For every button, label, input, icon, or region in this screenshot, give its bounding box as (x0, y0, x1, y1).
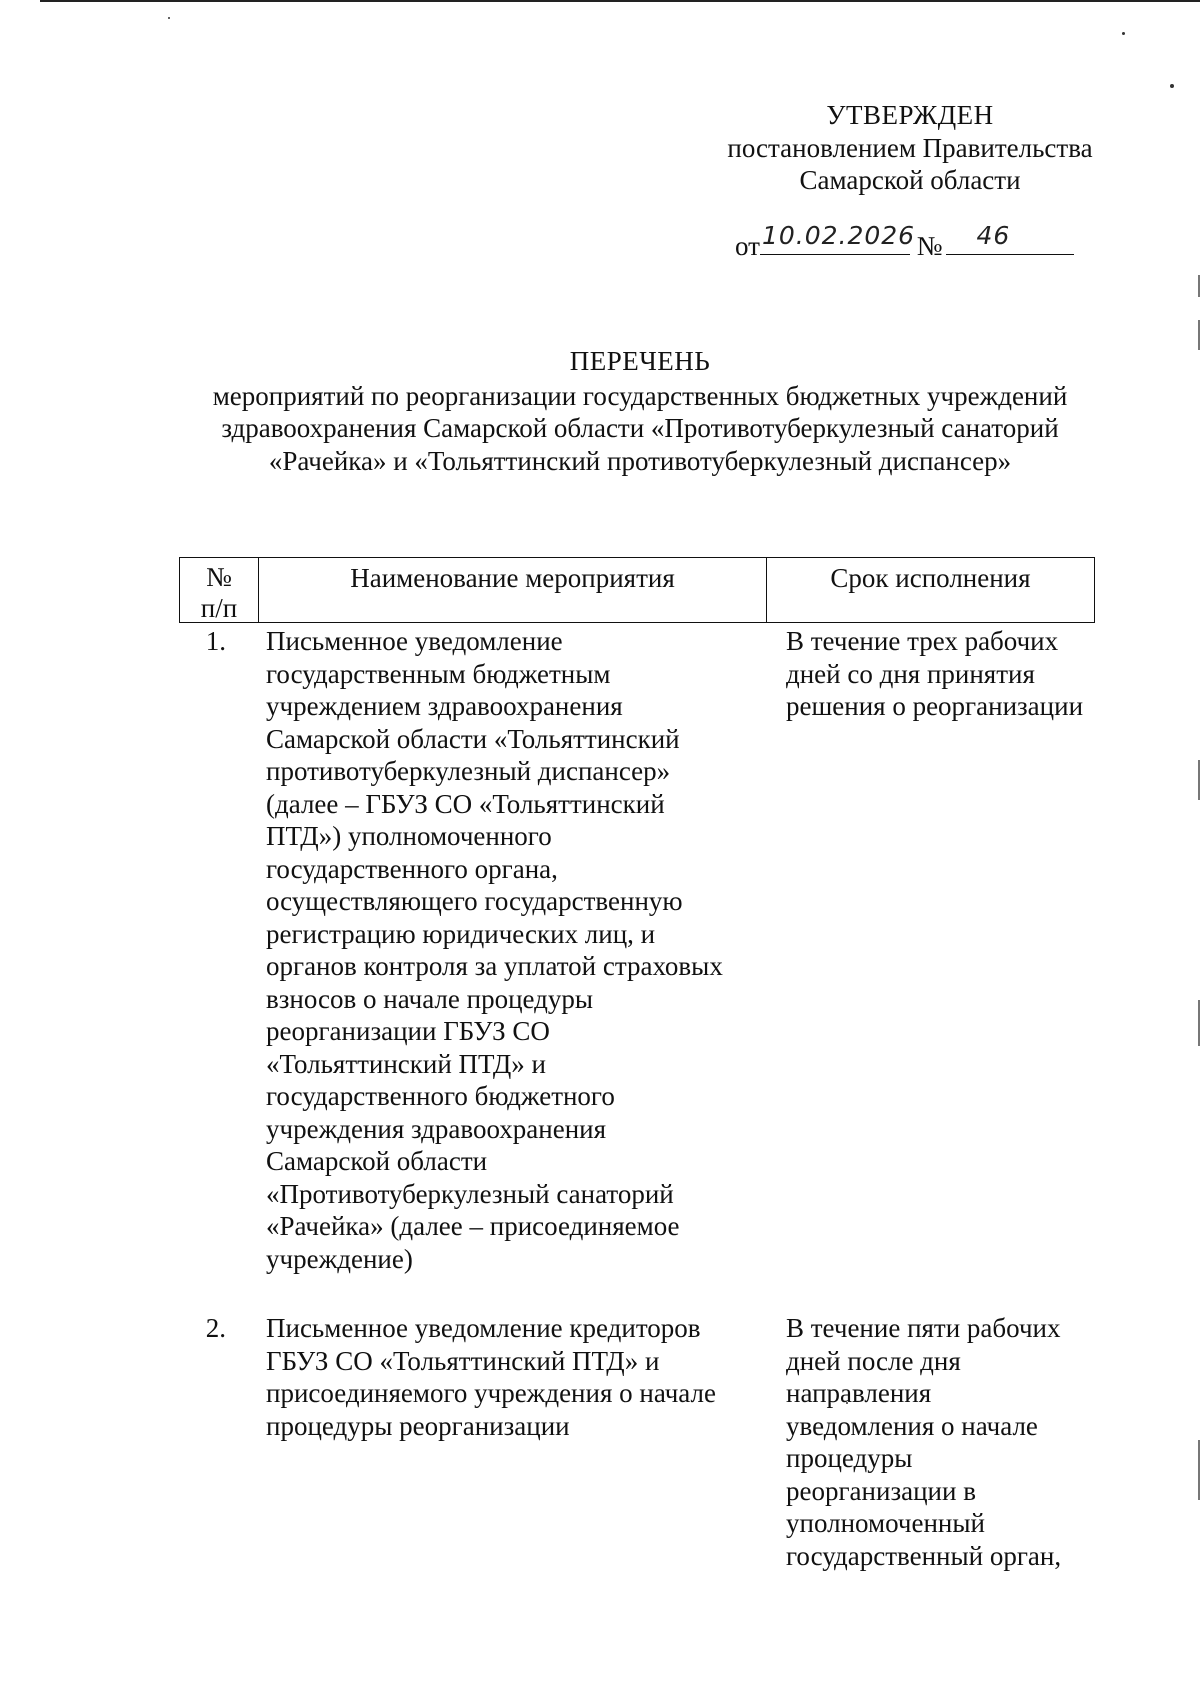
row-activity (258, 1312, 766, 1572)
deadline-line: дней после дня (786, 1345, 961, 1376)
activity-line: реорганизации ГБУЗ СО (266, 1016, 550, 1046)
activity-line: учреждением здравоохранения (266, 691, 623, 721)
activity-line: Письменное уведомление кредиторов (266, 1313, 701, 1343)
activity-line: органов контроля за уплатой страховых (266, 951, 723, 981)
table-header (179, 557, 1095, 623)
header-num-pp: п/п (200, 593, 238, 623)
activity-line: осуществляющего государственную (266, 886, 683, 916)
scan-speck (1170, 84, 1174, 88)
deadline-line: процедуры (786, 1443, 913, 1473)
approval-line-2: Самарской области (799, 165, 1021, 195)
activity-line: (далее – ГБУЗ СО «Тольяттинский (266, 788, 665, 819)
date-prefix: от (735, 231, 760, 261)
deadline-line: решения о реорганизации (786, 691, 1084, 721)
deadline-line: уполномоченный (786, 1508, 985, 1538)
header-name: Наименование мероприятия (259, 558, 767, 622)
document-title: ПЕРЕЧЕНЬ (569, 346, 711, 376)
activity-line: учреждения здравоохранения (266, 1113, 607, 1144)
deadline-line: государственный орган, (786, 1540, 1062, 1571)
row-activity (258, 625, 766, 1275)
deadline-line: реорганизации в (786, 1475, 976, 1506)
activity-line: «Противотуберкулезный санаторий (266, 1178, 674, 1209)
activity-line: государственного органа, (266, 853, 558, 884)
activity-line: Письменное уведомление (266, 626, 563, 656)
document-subtitle-line: мероприятий по реорганизации государственных бюджетных учреждений (212, 380, 1068, 411)
deadline-line: В течение пяти рабочих (786, 1313, 1061, 1343)
header-term: Срок исполнения (830, 563, 1031, 593)
number-prefix: № (916, 231, 943, 261)
header-num-sign: № (206, 562, 232, 592)
activity-line: регистрацию юридических лиц, и (266, 918, 656, 949)
approval-title: УТВЕРЖДЕН (826, 100, 994, 130)
deadline-line: направления (786, 1378, 932, 1408)
deadline-line: В течение трех рабочих (786, 626, 1059, 656)
table-row (179, 1312, 1095, 1572)
document-subtitle-line: «Рачейка» и «Тольяттинский противотуберкулезный диспансер» (268, 445, 1012, 476)
activity-line: взносов о начале процедуры (266, 983, 594, 1014)
activity-line: ПТД») уполномоченного (266, 821, 552, 851)
handwritten-date: 10.02.2026 (761, 220, 916, 250)
scan-border (40, 0, 1200, 2)
deadline-line: дней со дня принятия (786, 658, 1035, 689)
activity-line: противотуберкулезный диспансер» (266, 756, 671, 786)
date-field (760, 220, 916, 255)
row-number: 2. (205, 1313, 226, 1343)
activity-line: государственным бюджетным (266, 658, 611, 689)
scan-speck (1122, 32, 1125, 35)
activity-line: присоединяемого учреждения о начале (266, 1378, 716, 1408)
deadline-line: уведомления о начале (786, 1410, 1038, 1441)
row-deadline (766, 1312, 1095, 1572)
activity-line: Самарской области (266, 1146, 488, 1176)
date-number-line (735, 220, 1074, 263)
scan-speck (168, 17, 170, 19)
row-deadline (766, 625, 1095, 1275)
approval-line-1: постановлением Правительства (727, 132, 1093, 163)
activity-line: процедуры реорганизации (266, 1410, 570, 1441)
activity-line: государственного бюджетного (266, 1081, 615, 1111)
activity-line: «Тольяттинский ПТД» и (266, 1048, 546, 1079)
activity-line: ГБУЗ СО «Тольяттинский ПТД» и (266, 1345, 660, 1376)
handwritten-number: 46 (976, 220, 1011, 250)
activity-line: Самарской области «Тольяттинский (266, 723, 680, 754)
number-field (946, 220, 1074, 255)
document-subtitle-line: здравоохранения Самарской области «Противотуберкулезный санаторий (221, 413, 1059, 443)
activity-line: «Рачейка» (далее – присоединяемое (266, 1211, 680, 1241)
table-row (179, 625, 1095, 1275)
header-num (180, 558, 259, 622)
activity-line: учреждение) (266, 1243, 413, 1274)
document-heading (180, 345, 1100, 477)
approval-block (680, 99, 1140, 197)
row-number: 1. (205, 626, 226, 656)
